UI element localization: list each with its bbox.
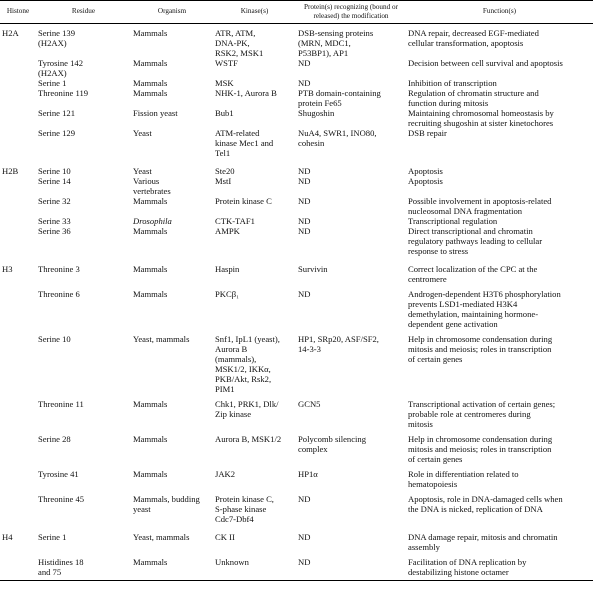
cell-histone (0, 216, 36, 226)
cell-recognizing-proteins: ND (298, 166, 311, 177)
cell-kinases: ATM-related kinase Mec1 and Tel1 (215, 128, 274, 159)
cell-residue: Serine 10 (38, 334, 71, 345)
cell-recognizing-proteins: ND (298, 216, 311, 227)
cell-kinases: MSK (215, 78, 234, 89)
cell-functions: Apoptosis (408, 176, 443, 187)
cell-histone (0, 552, 36, 581)
cell-organism: Mammals, budding yeast (133, 494, 200, 515)
cell-organism: Drosophila (133, 216, 172, 227)
cell-histone (0, 284, 36, 329)
cell-residue: Serine 139 (H2AX) (38, 28, 75, 49)
header-residue: Residue (36, 1, 131, 24)
cell-organism: Mammals (133, 58, 168, 69)
cell-histone (0, 108, 36, 128)
cell-recognizing-proteins: ND (298, 78, 311, 89)
cell-histone: H4 (2, 532, 13, 543)
cell-functions: Regulation of chromatin structure and function during mitosis (408, 88, 539, 109)
cell-histone: H2A (2, 28, 19, 39)
cell-organism: Mammals (133, 434, 168, 445)
cell-kinases: MstI (215, 176, 232, 187)
cell-functions: DNA damage repair, mitosis and chromatin assembly (408, 532, 558, 553)
table-row (0, 259, 593, 284)
cell-organism: Mammals (133, 88, 168, 99)
table-row (0, 284, 593, 329)
cell-organism: Mammals (133, 469, 168, 480)
table-row (0, 176, 593, 196)
cell-residue: Serine 10 (38, 166, 71, 177)
table-row (0, 552, 593, 581)
cell-kinases: Protein kinase C (215, 196, 272, 207)
cell-functions: DNA repair, decreased EGF-mediated cellular transformation, apoptosis (408, 28, 539, 49)
cell-histone (0, 58, 36, 78)
cell-residue: Serine 36 (38, 226, 71, 237)
table-row (0, 226, 593, 259)
table-row (0, 216, 593, 226)
group-h2a (0, 24, 593, 162)
header-recognizing-proteins: Protein(s) recognizing (bound or released) the modification (296, 1, 406, 24)
cell-residue: Threonine 45 (38, 494, 85, 505)
cell-kinases: WSTF (215, 58, 238, 69)
cell-recognizing-proteins: ND (298, 196, 311, 207)
cell-kinases: Bub1 (215, 108, 234, 119)
cell-organism: Various vertebrates (133, 176, 171, 197)
cell-functions: Decision between cell survival and apoptosis (408, 58, 563, 69)
cell-functions: Transcriptional regulation (408, 216, 498, 227)
cell-organism: Yeast, mammals (133, 334, 190, 345)
table-row (0, 394, 593, 429)
cell-residue: Threonine 119 (38, 88, 89, 99)
cell-kinases: Snf1, IpL1 (yeast), Aurora B (mammals), MSK1/2, IKKα, PKB/Akt, Rsk2, PIM1 (215, 334, 280, 395)
cell-organism: Yeast (133, 166, 152, 177)
cell-organism: Yeast, mammals (133, 532, 190, 543)
cell-residue: Threonine 6 (38, 289, 80, 300)
table-row (0, 88, 593, 108)
cell-organism: Mammals (133, 78, 168, 89)
cell-functions: Apoptosis (408, 166, 443, 177)
cell-histone (0, 78, 36, 88)
cell-organism: Mammals (133, 399, 168, 410)
cell-recognizing-proteins: ND (298, 58, 311, 69)
cell-residue: Serine 129 (38, 128, 75, 139)
cell-organism: Mammals (133, 196, 168, 207)
group-h2b (0, 161, 593, 259)
cell-recognizing-proteins: PTB domain-containing protein Fe65 (298, 88, 381, 109)
cell-functions: Apoptosis, role in DNA-damaged cells when the DNA is nicked, replication of DNA (408, 494, 563, 515)
cell-kinases: PKCβ₁ (215, 289, 240, 300)
table-row (0, 527, 593, 552)
cell-residue: Serine 121 (38, 108, 75, 119)
cell-histone: H2B (2, 166, 19, 177)
cell-kinases: JAK2 (215, 469, 236, 480)
cell-recognizing-proteins: GCN5 (298, 399, 321, 410)
table-row (0, 464, 593, 489)
cell-kinases: NHK-1, Aurora B (215, 88, 277, 99)
cell-histone (0, 429, 36, 464)
cell-histone (0, 464, 36, 489)
group-h4 (0, 527, 593, 581)
cell-organism: Mammals (133, 226, 168, 237)
cell-functions: DSB repair (408, 128, 447, 139)
cell-histone (0, 88, 36, 108)
cell-recognizing-proteins: ND (296, 552, 406, 581)
table-row (0, 128, 593, 161)
cell-recognizing-proteins: ND (298, 289, 311, 300)
cell-histone (0, 176, 36, 196)
table-row (0, 429, 593, 464)
cell-kinases: AMPK (215, 226, 240, 237)
cell-recognizing-proteins: ND (298, 176, 311, 187)
table-row (0, 161, 593, 176)
cell-residue: Threonine 3 (38, 264, 80, 275)
cell-functions: Direct transcriptional and chromatin regulatory pathways leading to cellular response to stress (408, 226, 543, 257)
cell-kinases: CTK-TAF1 (215, 216, 255, 227)
cell-histone (0, 128, 36, 161)
cell-residue: Serine 28 (38, 434, 71, 445)
cell-kinases: Chk1, PRK1, Dlk/ Zip kinase (215, 399, 279, 420)
table-row (0, 329, 593, 394)
cell-recognizing-proteins: Shugoshin (298, 108, 335, 119)
header-histone: Histone (0, 1, 36, 24)
cell-kinases: Haspin (215, 264, 240, 275)
cell-recognizing-proteins: DSB-sensing proteins (MRN, MDC1, P53BP1), AP1 (298, 28, 374, 59)
cell-kinases: Ste20 (215, 166, 235, 177)
cell-functions: Help in chromosome condensation during mitosis and meiosis; roles in transcription of certain genes (408, 334, 553, 365)
cell-recognizing-proteins: ND (298, 532, 311, 543)
cell-recognizing-proteins: ND (298, 226, 311, 237)
cell-histone (0, 226, 36, 259)
header-kinases: Kinase(s) (213, 1, 296, 24)
cell-histone (0, 329, 36, 394)
cell-organism: Yeast (133, 128, 152, 139)
cell-residue: Serine 14 (38, 176, 71, 187)
header-organism: Organism (131, 1, 213, 24)
table-row (0, 58, 593, 78)
cell-organism: Mammals (133, 289, 168, 300)
cell-recognizing-proteins: ND (298, 494, 311, 505)
cell-histone (0, 489, 36, 527)
cell-recognizing-proteins: HP1, SRp20, ASF/SF2, 14-3-3 (298, 334, 379, 355)
cell-organism: Fission yeast (133, 108, 178, 119)
table-row (0, 489, 593, 527)
cell-functions: Possible involvement in apoptosis-related nucleosomal DNA fragmentation (408, 196, 552, 217)
cell-functions: Correct localization of the CPC at the centromere (408, 264, 538, 285)
cell-functions: Role in differentiation related to hematopoiesis (408, 469, 519, 490)
cell-residue: Tyrosine 41 (38, 469, 79, 480)
cell-residue: Histidines 18 and 75 (36, 552, 131, 581)
cell-recognizing-proteins: Survivin (298, 264, 328, 275)
cell-kinases: Protein kinase C, S-phase kinase Cdc7-Dbf4 (215, 494, 274, 525)
cell-residue: Serine 1 (38, 532, 67, 543)
cell-histone (0, 394, 36, 429)
cell-residue: Tyrosine 142 (H2AX) (38, 58, 83, 79)
cell-recognizing-proteins: NuA4, SWR1, INO80, cohesin (298, 128, 377, 149)
table-header-row (0, 1, 593, 24)
cell-histone (0, 196, 36, 216)
cell-functions: Facilitation of DNA replication by destabilizing histone octamer (406, 552, 593, 581)
cell-histone: H3 (2, 264, 13, 275)
cell-residue: Serine 33 (38, 216, 71, 227)
table-row (0, 78, 593, 88)
table-row (0, 24, 593, 59)
cell-organism: Mammals (133, 28, 168, 39)
cell-functions: Androgen-dependent H3T6 phosphorylation prevents LSD1-mediated H3K4 demethylation, maintaining hormone- dependent gene activation (408, 289, 561, 330)
cell-kinases: CK II (215, 532, 235, 543)
cell-residue: Threonine 11 (38, 399, 84, 410)
cell-functions: Inhibition of transcription (408, 78, 497, 89)
group-h3 (0, 259, 593, 527)
cell-organism: Mammals (131, 552, 213, 581)
cell-recognizing-proteins: HP1α (298, 469, 318, 480)
header-functions: Function(s) (406, 1, 593, 24)
cell-residue: Serine 32 (38, 196, 71, 207)
cell-organism: Mammals (133, 264, 168, 275)
cell-functions: Help in chromosome condensation during mitosis and meiosis; roles in transcription of certain genes (408, 434, 553, 465)
cell-functions: Maintaining chromosomal homeostasis by recruiting shugoshin at sister kinetochores (408, 108, 554, 129)
cell-kinases: Aurora B, MSK1/2 (215, 434, 282, 445)
table-row (0, 196, 593, 216)
cell-residue: Serine 1 (38, 78, 67, 89)
cell-kinases: Unknown (213, 552, 296, 581)
cell-functions: Transcriptional activation of certain genes; probable role at centromeres during mitosis (408, 399, 556, 430)
cell-recognizing-proteins: Polycomb silencing complex (298, 434, 367, 455)
table-row (0, 108, 593, 128)
cell-kinases: ATR, ATM, DNA-PK, RSK2, MSK1 (215, 28, 264, 59)
